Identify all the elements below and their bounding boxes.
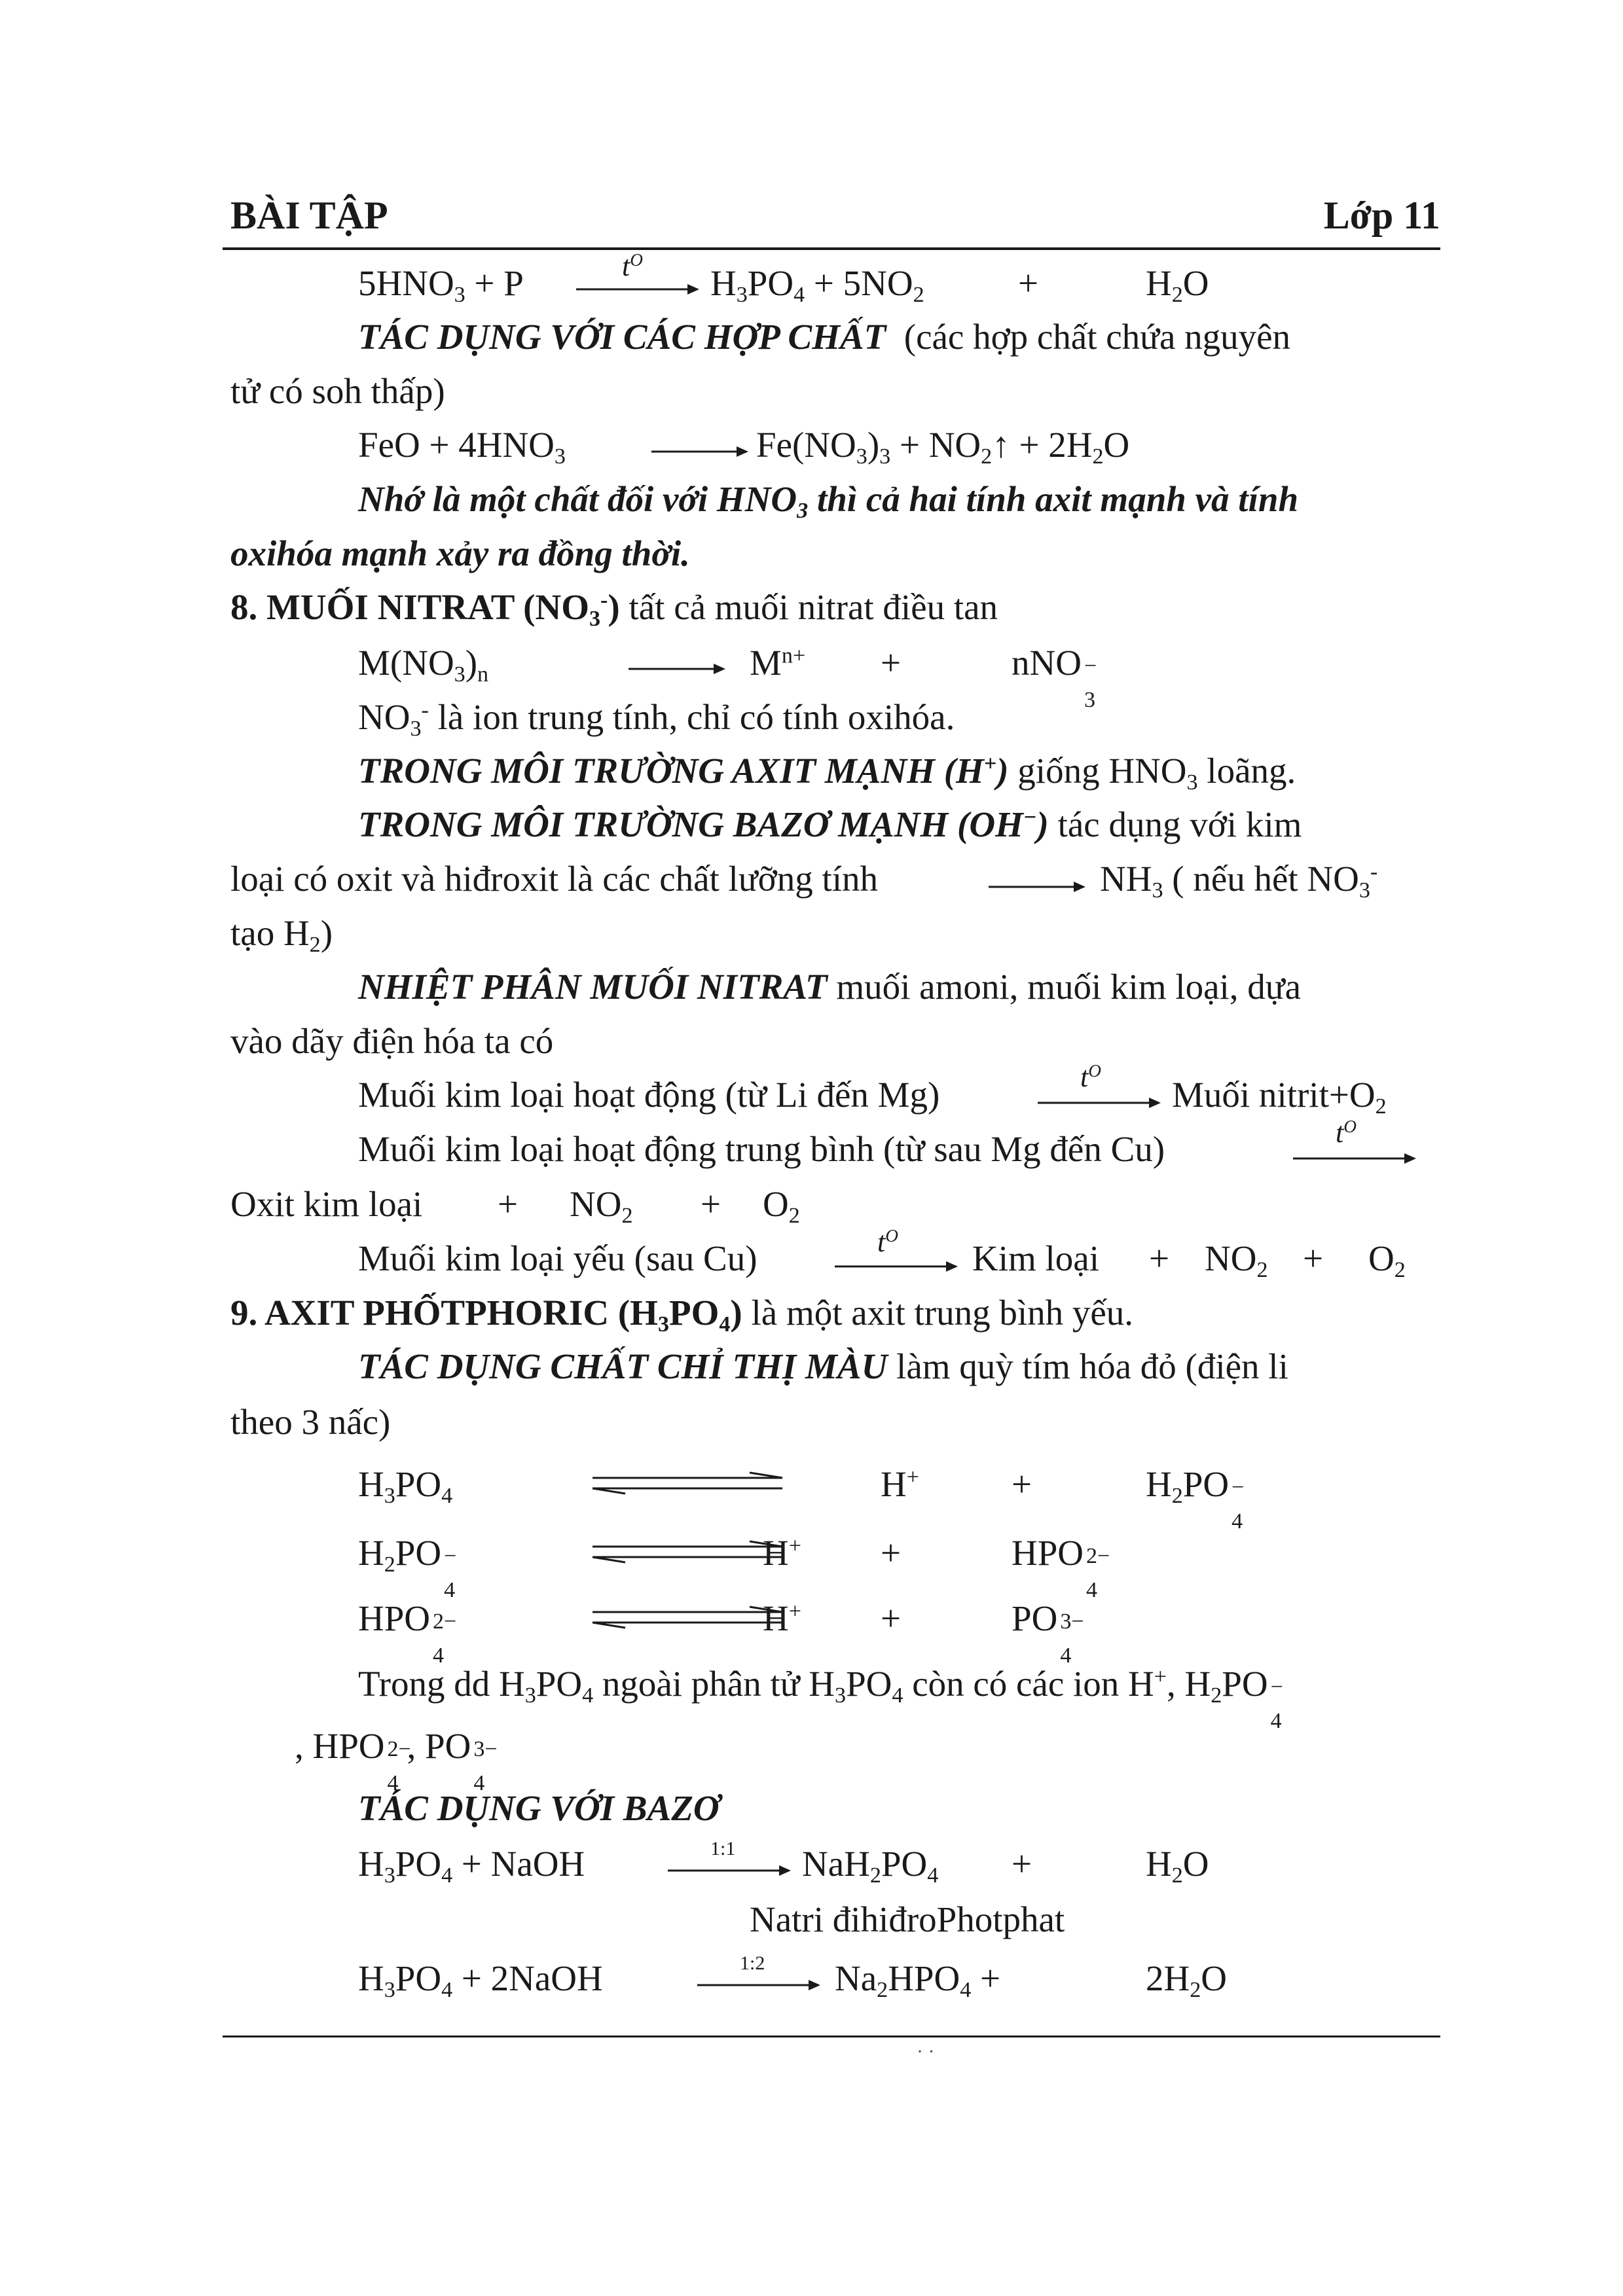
section-heading-compounds: TÁC DỤNG VỚI CÁC HỢP CHẤT (các hợp chất chứa nguyên bbox=[358, 317, 1291, 357]
equilibrium-1-proton: H+ bbox=[881, 1464, 919, 1504]
nitrate-ion: nNO − 3 bbox=[1012, 643, 1097, 712]
plus-sign: + bbox=[1012, 1844, 1032, 1884]
ions-in-solution-cont: , HPO 2− 4 , PO 3− 4 bbox=[295, 1726, 498, 1795]
o2-formula: $O_2$ bbox=[1368, 1238, 1406, 1283]
section-heading-base: TÁC DỤNG VỚI BAZƠ bbox=[358, 1788, 720, 1828]
plus-sign: + bbox=[1303, 1238, 1324, 1278]
header-grade: Lớp 11 bbox=[1323, 194, 1440, 237]
equilibrium-1-reactant: $H_3PO_4$ bbox=[358, 1464, 453, 1509]
plus-sign: + bbox=[498, 1184, 519, 1224]
text-line: $NO_3^-$ là ion trung tính, chỉ có tính oxihóa. bbox=[358, 697, 955, 742]
thermal-product: Muối $nitrit+O_2$ bbox=[1172, 1075, 1387, 1119]
header-title: BÀI TẬP bbox=[230, 194, 388, 237]
equation-nitrate-dissociation: $M(NO_3)_n$ bbox=[358, 643, 489, 687]
equilibrium-arrow bbox=[586, 1471, 789, 1498]
text-line: tử có soh thấp) bbox=[230, 371, 445, 411]
ions-in-solution: Trong dd $H_3PO_4$ ngoài phân tử $H_3PO_4$ còn có các ion H+, $H_2PO$ − 4 bbox=[358, 1664, 1283, 1733]
product-name: Natri đihiđroPhotphat bbox=[750, 1899, 1065, 1939]
o2-formula: $O_2$ bbox=[763, 1184, 800, 1229]
equilibrium-1-anion: $H_2PO$ − 4 bbox=[1146, 1464, 1245, 1534]
equilibrium-3-proton: H+ bbox=[763, 1598, 801, 1638]
equilibrium-2-proton: H+ bbox=[763, 1533, 801, 1573]
text-line: theo 3 nấc) bbox=[230, 1402, 391, 1442]
equilibrium-arrow bbox=[586, 1605, 789, 1632]
reaction-arrow bbox=[629, 662, 727, 675]
sodium-hydrogen-phosphate: $Na_2HPO_4$ + bbox=[835, 1958, 1001, 2003]
reaction-arrow bbox=[651, 445, 750, 458]
acid-medium-line: TRONG MÔI TRƯỜNG AXIT MẠNH (H+) giống $HNO_3$ loãng. bbox=[358, 751, 1296, 795]
equation-line-1-products: $H_3PO_4 + 5NO_2$ bbox=[710, 263, 924, 308]
text-line: tạo $H_2$) bbox=[230, 913, 333, 958]
reaction-arrow bbox=[1293, 1152, 1417, 1165]
sodium-dihydrogen-phosphate: $NaH_2PO_4$ bbox=[802, 1844, 939, 1888]
equilibrium-2-reactant: $H_2PO$ − 4 bbox=[358, 1533, 457, 1602]
arrow-condition: $t^O$ bbox=[1336, 1117, 1357, 1149]
section-heading-indicator: TÁC DỤNG CHẤT CHỈ THỊ MÀU làm quỳ tím hóa đỏ (điện li bbox=[358, 1346, 1288, 1386]
footer-rule bbox=[223, 2036, 1440, 2037]
plus-sign: + bbox=[701, 1184, 721, 1224]
equation-line-1: $5HNO_3 + P$ bbox=[358, 263, 524, 308]
reaction-naoh-2: $H_3PO_4$ + 2NaOH bbox=[358, 1958, 603, 2003]
thermal-rule-medium: Muối kim loại hoạt động trung bình (từ sau Mg đến Cu) bbox=[358, 1129, 1165, 1169]
section-heading-thermal: NHIỆT PHÂN MUỐI NITRAT muối amoni, muối kim loại, dựa bbox=[358, 967, 1301, 1007]
ammonia-product: $NH_3$ ( nếu hết $NO_3^-$ bbox=[1100, 859, 1378, 903]
equation-feo-products: $Fe(NO_3)_3$ + $NO_2↑ + 2H_2O$ bbox=[756, 425, 1130, 469]
header-rule bbox=[223, 247, 1440, 250]
equilibrium-3-anion: PO 3− 4 bbox=[1012, 1598, 1084, 1668]
equation-feo: FeO + $4HNO_3$ bbox=[358, 425, 566, 469]
water-formula: $H_2O$ bbox=[1146, 263, 1209, 308]
plus-sign: + bbox=[881, 1533, 902, 1573]
arrow-condition: $t^O$ bbox=[1080, 1061, 1101, 1093]
no2-formula: $NO_2$ bbox=[1205, 1238, 1268, 1283]
arrow-condition: $t^O$ bbox=[622, 250, 643, 282]
base-medium-line: TRONG MÔI TRƯỜNG BAZƠ MẠNH (OH−) tác dụng với kim bbox=[358, 804, 1302, 844]
water-formula: $2H_2O$ bbox=[1146, 1958, 1228, 2003]
ratio-label: 1:2 bbox=[740, 1952, 765, 1974]
plus-sign: + bbox=[1012, 1464, 1032, 1504]
equilibrium-2-anion: HPO 2− 4 bbox=[1012, 1533, 1110, 1602]
water-formula: $H_2O$ bbox=[1146, 1844, 1209, 1888]
equilibrium-arrow bbox=[586, 1540, 789, 1566]
page-number: · · bbox=[917, 2041, 935, 2062]
reaction-arrow bbox=[835, 1260, 959, 1273]
plus-sign: + bbox=[881, 643, 902, 683]
thermal-rule-active: Muối kim loại hoạt động (từ Li đến Mg) bbox=[358, 1075, 940, 1115]
plus-sign: + bbox=[881, 1598, 902, 1638]
reaction-arrow bbox=[576, 283, 701, 296]
equilibrium-3-reactant: HPO 2− 4 bbox=[358, 1598, 457, 1668]
thermal-rule-weak: Muối kim loại yếu (sau Cu) bbox=[358, 1238, 757, 1278]
metal-product: Kim loại bbox=[972, 1238, 1100, 1278]
text-line: loại có oxit và hiđroxit là các chất lưỡng tính bbox=[230, 859, 879, 899]
text-line: vào dãy điện hóa ta có bbox=[230, 1021, 554, 1061]
reaction-arrow bbox=[1038, 1096, 1162, 1109]
arrow-condition: $t^O$ bbox=[877, 1226, 898, 1258]
section-heading-phosphoric: 9. AXIT PHỐTPHORIC $(H_3PO_4)$ là một axit trung bình yếu. bbox=[230, 1293, 1134, 1337]
ratio-label: 1:1 bbox=[710, 1838, 736, 1859]
note-line: Nhớ là một chất đối với $HNO_3$ thì cả hai tính axit mạnh và tính bbox=[358, 479, 1299, 524]
reaction-arrow bbox=[668, 1864, 792, 1877]
thermal-products: Oxit kim loại bbox=[230, 1184, 423, 1224]
note-line: oxihóa mạnh xảy ra đồng thời. bbox=[230, 533, 690, 573]
reaction-naoh-1: $H_3PO_4$ + NaOH bbox=[358, 1844, 585, 1888]
reaction-arrow bbox=[989, 880, 1087, 893]
no2-formula: $NO_2$ bbox=[570, 1184, 633, 1229]
reaction-arrow bbox=[697, 1979, 822, 1992]
plus-sign: + bbox=[1149, 1238, 1170, 1278]
metal-ion: $M^{n+}$ bbox=[750, 643, 806, 683]
plus-sign: + bbox=[1018, 263, 1039, 303]
section-heading-nitrate: 8. MUỐI NITRAT $(NO_3^-)$ tất cả muối nitrat điều tan bbox=[230, 587, 998, 632]
